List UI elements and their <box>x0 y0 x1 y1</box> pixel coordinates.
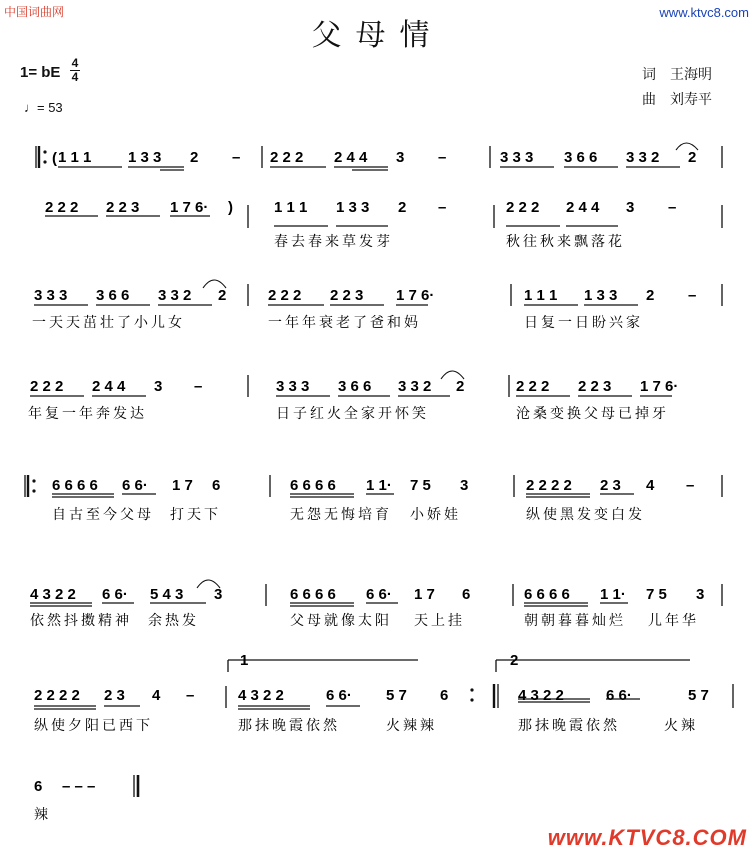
close-parenthesis: ) <box>228 199 233 216</box>
note-group: 3 3 2 <box>626 149 660 166</box>
lyric-phrase: 火辣辣 <box>386 718 437 734</box>
note-group: 2 3 <box>104 687 125 704</box>
note-group: 1 7 <box>172 477 193 494</box>
note-group: – – – <box>62 778 96 795</box>
lyric-phrase: 余热发 <box>148 613 199 629</box>
song-title: 父母情 <box>311 18 444 53</box>
lyric-phrase: 一天天茁壮了小儿女 <box>32 315 185 331</box>
note-group: – <box>688 287 697 304</box>
note-group: 6 <box>440 687 449 704</box>
note-group: 2 4 4 <box>334 149 368 166</box>
note-group: 3 3 2 <box>158 287 192 304</box>
note-group: 6 <box>462 586 471 603</box>
note-group: 1 1 1 <box>274 199 308 216</box>
lyric-phrase: 小娇娃 <box>410 507 461 523</box>
quarter-note-icon: ♩ <box>24 100 37 115</box>
lyric-phrase: 日子红火全家开怀笑 <box>276 406 429 422</box>
note-group: 3 3 3 <box>276 378 310 395</box>
note-group: 2 <box>190 149 199 166</box>
note-group: 3 <box>154 378 163 395</box>
note-group: 2 3 <box>600 477 621 494</box>
note-group: – <box>438 149 447 166</box>
site-watermark-right: www.ktvc8.com <box>659 5 749 20</box>
note-group: 5 7 <box>386 687 407 704</box>
open-parenthesis: ( <box>52 150 57 167</box>
note-group: 6 6· <box>366 586 392 603</box>
note-group: 2 2 2 <box>268 287 302 304</box>
note-group: 2 2 2 <box>30 378 64 395</box>
note-group: 1 1 1 <box>524 287 558 304</box>
note-group: – <box>194 378 203 395</box>
note-group: 6 6 6 6 <box>524 586 570 603</box>
note-group: 6 6· <box>102 586 128 603</box>
composer-name: 刘寿平 <box>670 92 712 108</box>
note-group: 2 <box>218 287 227 304</box>
lyricist-label: 词 <box>642 67 656 83</box>
note-group: 3 6 6 <box>96 287 130 304</box>
note-group: 3 3 2 <box>398 378 432 395</box>
note-group: – <box>232 149 241 166</box>
site-watermark-left: 中国词曲网 <box>4 5 65 19</box>
note-group: 4 <box>646 477 655 494</box>
note-group: 4 3 2 2 <box>518 687 564 704</box>
note-group: 2 2 2 2 <box>34 687 80 704</box>
note-group: 2 2 3 <box>106 199 140 216</box>
note-group: 2 2 3 <box>578 378 612 395</box>
note-group: 1 1· <box>600 586 626 603</box>
note-group: 2 2 2 <box>45 199 79 216</box>
note-group: – <box>686 477 695 494</box>
lyric-phrase: 父母就像太阳 <box>290 613 392 629</box>
note-group: 3 <box>626 199 635 216</box>
note-group: 1 7 6· <box>640 378 679 395</box>
lyric-phrase: 年复一年奔发达 <box>28 406 147 422</box>
note-group: 3 3 3 <box>34 287 68 304</box>
time-signature-top: 4 <box>71 56 79 70</box>
note-group: 3 <box>214 586 223 603</box>
note-group: 7 5 <box>410 477 431 494</box>
lyric-phrase: 沧桑变换父母已掉牙 <box>516 406 669 422</box>
note-group: 6 <box>34 778 43 795</box>
note-group: 2 2 3 <box>330 287 364 304</box>
lyric-phrase: 打天下 <box>170 507 221 523</box>
lyric-phrase: 火辣 <box>664 718 698 734</box>
note-group: 1 1 1 <box>58 149 92 166</box>
note-group: – <box>186 687 195 704</box>
composer-label: 曲 <box>642 92 656 108</box>
lyric-phrase: 儿年华 <box>648 613 699 629</box>
note-group: 3 <box>396 149 405 166</box>
note-group: 4 3 2 2 <box>238 687 284 704</box>
note-group: 1 7 <box>414 586 435 603</box>
note-group: 6 6· <box>122 477 148 494</box>
note-group: 3 <box>696 586 705 603</box>
note-group: 1 3 3 <box>128 149 162 166</box>
lyric-phrase: 辣 <box>34 807 51 823</box>
note-group: 2 2 2 <box>516 378 550 395</box>
note-group: 1 1· <box>366 477 392 494</box>
lyric-phrase: 纵使夕阳已西下 <box>34 718 153 734</box>
note-group: 2 <box>456 378 465 395</box>
lyric-phrase: 纵使黑发变白发 <box>526 507 645 523</box>
note-group: 2 2 2 <box>270 149 304 166</box>
note-group: 3 6 6 <box>564 149 598 166</box>
note-group: 2 <box>646 287 655 304</box>
lyric-phrase: 那抹晚霞依然 <box>238 718 340 734</box>
key-signature: 1= bE <box>20 64 61 81</box>
lyric-phrase: 秋往秋来飘落花 <box>506 234 625 250</box>
note-group: 1 3 3 <box>584 287 618 304</box>
note-group: 5 4 3 <box>150 586 184 603</box>
note-group: 4 <box>152 687 161 704</box>
note-group: 6 <box>212 477 221 494</box>
note-group: 3 <box>460 477 469 494</box>
note-group: 6 6· <box>606 687 632 704</box>
note-group: 6 6 6 6 <box>290 586 336 603</box>
note-group: – <box>438 199 447 216</box>
tempo-value: = 53 <box>37 100 63 115</box>
note-group: 3 3 3 <box>500 149 534 166</box>
lyric-phrase: 无怨无悔培育 <box>290 507 392 523</box>
note-group: 2 2 2 <box>506 199 540 216</box>
note-group: 4 3 2 2 <box>30 586 76 603</box>
note-group: 1 7 6· <box>170 199 209 216</box>
lyric-phrase: 一年年衰老了爸和妈 <box>268 315 421 331</box>
lyric-phrase: 自古至今父母 <box>52 507 154 523</box>
note-group: 1 3 3 <box>336 199 370 216</box>
volta-1-number: 1 <box>240 652 249 669</box>
note-group: 6 6 6 6 <box>290 477 336 494</box>
note-group: 6 6 6 6 <box>52 477 98 494</box>
note-group: 6 6· <box>326 687 352 704</box>
note-group: 2 4 4 <box>92 378 126 395</box>
lyric-phrase: 朝朝暮暮灿烂 <box>524 613 626 629</box>
lyric-phrase: 依然抖擞精神 <box>30 613 132 629</box>
note-group: 2 <box>398 199 407 216</box>
lyric-phrase: 天上挂 <box>414 613 465 629</box>
lyricist-name: 王海明 <box>670 67 712 83</box>
note-group: 2 2 2 2 <box>526 477 572 494</box>
lyric-groups <box>28 233 699 823</box>
lyric-phrase: 日复一日盼兴家 <box>524 315 643 331</box>
note-group: 2 <box>688 149 697 166</box>
time-signature-bottom: 4 <box>71 70 79 84</box>
note-group: 5 7 <box>688 687 709 704</box>
note-group: 3 6 6 <box>338 378 372 395</box>
site-logo: www.KTVC8.COM <box>547 825 747 850</box>
note-group: 2 4 4 <box>566 199 600 216</box>
note-group: 1 7 6· <box>396 287 435 304</box>
lyric-phrase: 春去春来草发芽 <box>274 234 393 250</box>
volta-2-number: 2 <box>510 652 519 669</box>
lyric-phrase: 那抹晚霞依然 <box>518 718 620 734</box>
note-group: – <box>668 199 677 216</box>
note-group: 7 5 <box>646 586 667 603</box>
